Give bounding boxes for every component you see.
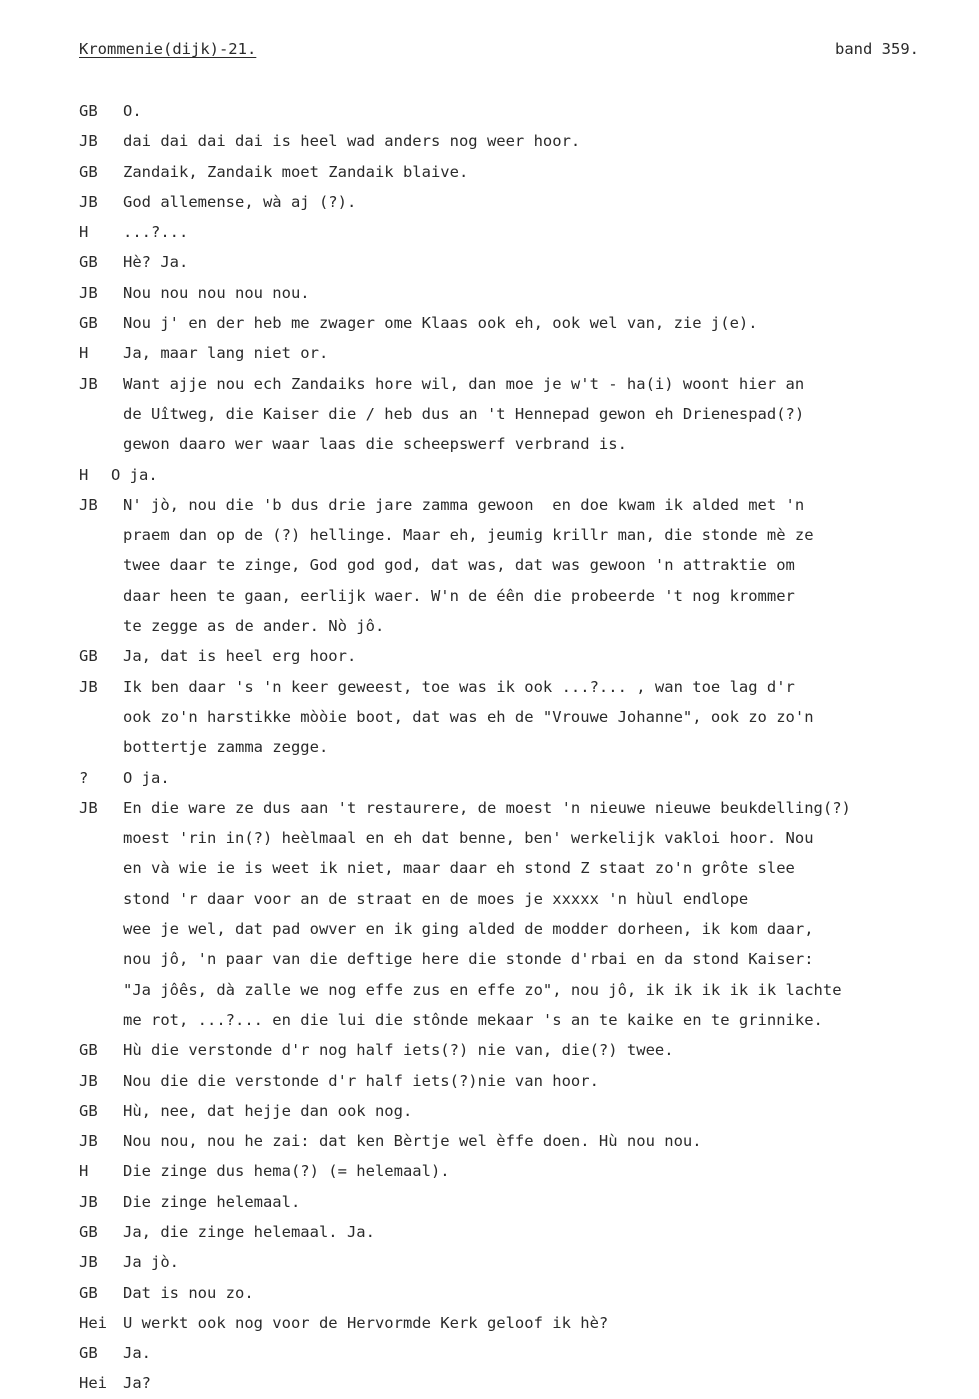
transcript-line xyxy=(79,581,959,611)
speaker-label: GB xyxy=(79,1041,98,1060)
line-text: Nou nou nou nou nou. xyxy=(123,283,310,302)
line-text: Ja. xyxy=(123,1344,151,1363)
line-text: bottertje zamma zegge. xyxy=(123,738,329,757)
speaker-label: H xyxy=(79,465,89,484)
speaker-label: GB xyxy=(79,102,98,120)
speaker-label: JB xyxy=(79,374,98,393)
speaker-label: GB xyxy=(79,162,98,181)
line-text: de Uîtweg, die Kaiser die / heb dus an 't Hennepad gewon eh Drienespad(?) xyxy=(123,404,805,423)
line-text: Die zinge dus hema(?) (= helemaal). xyxy=(123,1162,450,1181)
line-text: nou jô, 'n paar van die deftige here die stonde d'rbai en da stond Kaiser: xyxy=(123,950,814,969)
transcript-line xyxy=(79,369,959,399)
speaker-label: H xyxy=(79,344,89,363)
transcript-line xyxy=(79,520,959,550)
line-text: Ja? xyxy=(123,1374,151,1393)
line-text: dai dai dai dai is heel wad anders nog weer hoor. xyxy=(123,132,581,151)
transcript-line xyxy=(79,157,959,187)
line-text: te zegge as de ander. Nò jô. xyxy=(123,617,385,636)
speaker-label: JB xyxy=(79,192,98,211)
line-text: gewon daaro wer waar laas die scheepswerf verbrand is. xyxy=(123,435,627,454)
speaker-label: JB xyxy=(79,677,98,696)
transcript-line xyxy=(79,460,959,490)
line-text: moest 'rin in(?) heèlmaal en eh dat benne, ben' werkelijk vakloi hoor. Nou xyxy=(123,829,814,848)
transcript xyxy=(79,96,959,1399)
transcript-line xyxy=(79,217,959,247)
line-text: wee je wel, dat pad owver en ik ging alded de modder dorheen, ik kom daar, xyxy=(123,920,814,939)
speaker-label: GB xyxy=(79,1222,98,1241)
line-text: Nou j' en der heb me zwager ome Klaas ook eh, ook wel van, zie j(e). xyxy=(123,314,758,333)
speaker-label: GB xyxy=(79,1344,98,1363)
speaker-label: GB xyxy=(79,1101,98,1120)
line-text: Hù die verstonde d'r nog half iets(?) nie van, die(?) twee. xyxy=(123,1041,674,1060)
transcript-line xyxy=(79,399,959,429)
line-text: God allemense, wà aj (?). xyxy=(123,192,357,211)
transcript-line xyxy=(79,1066,959,1096)
line-text: twee daar te zinge, God god god, dat was, dat was gewoon 'n attraktie om xyxy=(123,556,795,575)
speaker-label: ? xyxy=(79,768,89,787)
transcript-line xyxy=(79,853,959,883)
transcript-line xyxy=(79,338,959,368)
transcript-line xyxy=(79,550,959,580)
transcript-line xyxy=(79,641,959,671)
line-text: Ja, dat is heel erg hoor. xyxy=(123,647,357,666)
speaker-label: Hei xyxy=(79,1313,107,1332)
transcript-line xyxy=(79,1308,959,1338)
line-text: Hè? Ja. xyxy=(123,253,189,272)
transcript-line xyxy=(79,1096,959,1126)
speaker-label: JB xyxy=(79,1132,98,1151)
line-text: Nou nou, nou he zai: dat ken Bèrtje wel èffe doen. Hù nou nou. xyxy=(123,1132,702,1151)
line-text: ...?... xyxy=(123,223,189,242)
speaker-label: GB xyxy=(79,253,98,272)
transcript-line xyxy=(79,672,959,702)
speaker-label: Hei xyxy=(79,1374,107,1393)
transcript-line xyxy=(79,732,959,762)
line-text: me rot, ...?... en die lui die stônde mekaar 's an te kaike en te grinnike. xyxy=(123,1010,823,1029)
speaker-label: JB xyxy=(79,1253,98,1272)
transcript-line xyxy=(79,884,959,914)
transcript-line xyxy=(79,793,959,823)
transcript-line xyxy=(79,1187,959,1217)
transcript-line xyxy=(79,1156,959,1186)
line-text: Ja jò. xyxy=(123,1253,179,1272)
transcript-line xyxy=(79,1278,959,1308)
transcript-line xyxy=(79,763,959,793)
line-text: O ja. xyxy=(111,465,158,484)
line-text: Hù, nee, dat hejje dan ook nog. xyxy=(123,1101,413,1120)
transcript-line xyxy=(79,187,959,217)
speaker-label: JB xyxy=(79,132,98,151)
speaker-label: JB xyxy=(79,495,98,514)
transcript-line xyxy=(79,914,959,944)
speaker-label: JB xyxy=(79,798,98,817)
line-text: Die zinge helemaal. xyxy=(123,1192,301,1211)
transcript-line xyxy=(79,975,959,1005)
transcript-line xyxy=(79,702,959,732)
line-text: Dat is nou zo. xyxy=(123,1283,254,1302)
transcript-line xyxy=(79,823,959,853)
transcript-line xyxy=(79,429,959,459)
transcript-line xyxy=(79,611,959,641)
speaker-label: JB xyxy=(79,283,98,302)
transcript-line xyxy=(79,490,959,520)
line-text: Nou die die verstonde d'r half iets(?)nie van hoor. xyxy=(123,1071,599,1090)
line-text: O. xyxy=(123,102,142,120)
line-text: daar heen te gaan, eerlijk waer. W'n de éên die probeerde 't nog krommer xyxy=(123,586,795,605)
band-number: band 359. xyxy=(835,40,919,58)
transcript-line xyxy=(79,1368,959,1398)
transcript-line xyxy=(79,278,959,308)
transcript-line xyxy=(79,1247,959,1277)
speaker-label: GB xyxy=(79,1283,98,1302)
line-text: O ja. xyxy=(123,768,170,787)
transcript-line xyxy=(79,1005,959,1035)
document-title: Krommenie(dijk)-21. xyxy=(79,40,257,58)
transcript-line xyxy=(79,308,959,338)
speaker-label: JB xyxy=(79,1071,98,1090)
line-text: U werkt ook nog voor de Hervormde Kerk geloof ik hè? xyxy=(123,1313,609,1332)
line-text: Zandaik, Zandaik moet Zandaik blaive. xyxy=(123,162,469,181)
line-text: praem dan op de (?) hellinge. Maar eh, jeumig krillr man, die stonde mè ze xyxy=(123,526,814,545)
line-text: Ja, maar lang niet or. xyxy=(123,344,329,363)
speaker-label: GB xyxy=(79,314,98,333)
line-text: Want ajje nou ech Zandaiks hore wil, dan moe je w't - ha(i) woont hier an xyxy=(123,374,805,393)
transcript-line xyxy=(79,247,959,277)
line-text: stond 'r daar voor an de straat en de moes je xxxxx 'n hùul endlope xyxy=(123,889,749,908)
speaker-label: H xyxy=(79,223,89,242)
speaker-label: JB xyxy=(79,1192,98,1211)
speaker-label: H xyxy=(79,1162,89,1181)
line-text: ook zo'n harstikke mòòie boot, dat was eh de "Vrouwe Johanne", ook zo zo'n xyxy=(123,707,814,726)
transcript-line xyxy=(79,944,959,974)
transcript-line xyxy=(79,1217,959,1247)
line-text: "Ja jôês, dà zalle we nog effe zus en effe zo", nou jô, ik ik ik ik ik lachte xyxy=(123,980,842,999)
line-text: En die ware ze dus aan 't restaurere, de moest 'n nieuwe nieuwe beukdelling(?) xyxy=(123,798,851,817)
transcript-line xyxy=(79,1035,959,1065)
transcript-line xyxy=(79,96,959,126)
line-text: Ik ben daar 's 'n keer geweest, toe was ik ook ...?... , wan toe lag d'r xyxy=(123,677,795,696)
speaker-label: GB xyxy=(79,647,98,666)
page-header xyxy=(79,40,919,64)
transcript-line xyxy=(79,1338,959,1368)
line-text: N' jò, nou die 'b dus drie jare zamma gewoon en doe kwam ik alded met 'n xyxy=(123,495,805,514)
transcript-line xyxy=(79,126,959,156)
line-text: en và wie ie is weet ik niet, maar daar eh stond Z staat zo'n grôte slee xyxy=(123,859,795,878)
transcript-line xyxy=(79,1126,959,1156)
line-text: Ja, die zinge helemaal. Ja. xyxy=(123,1222,375,1241)
